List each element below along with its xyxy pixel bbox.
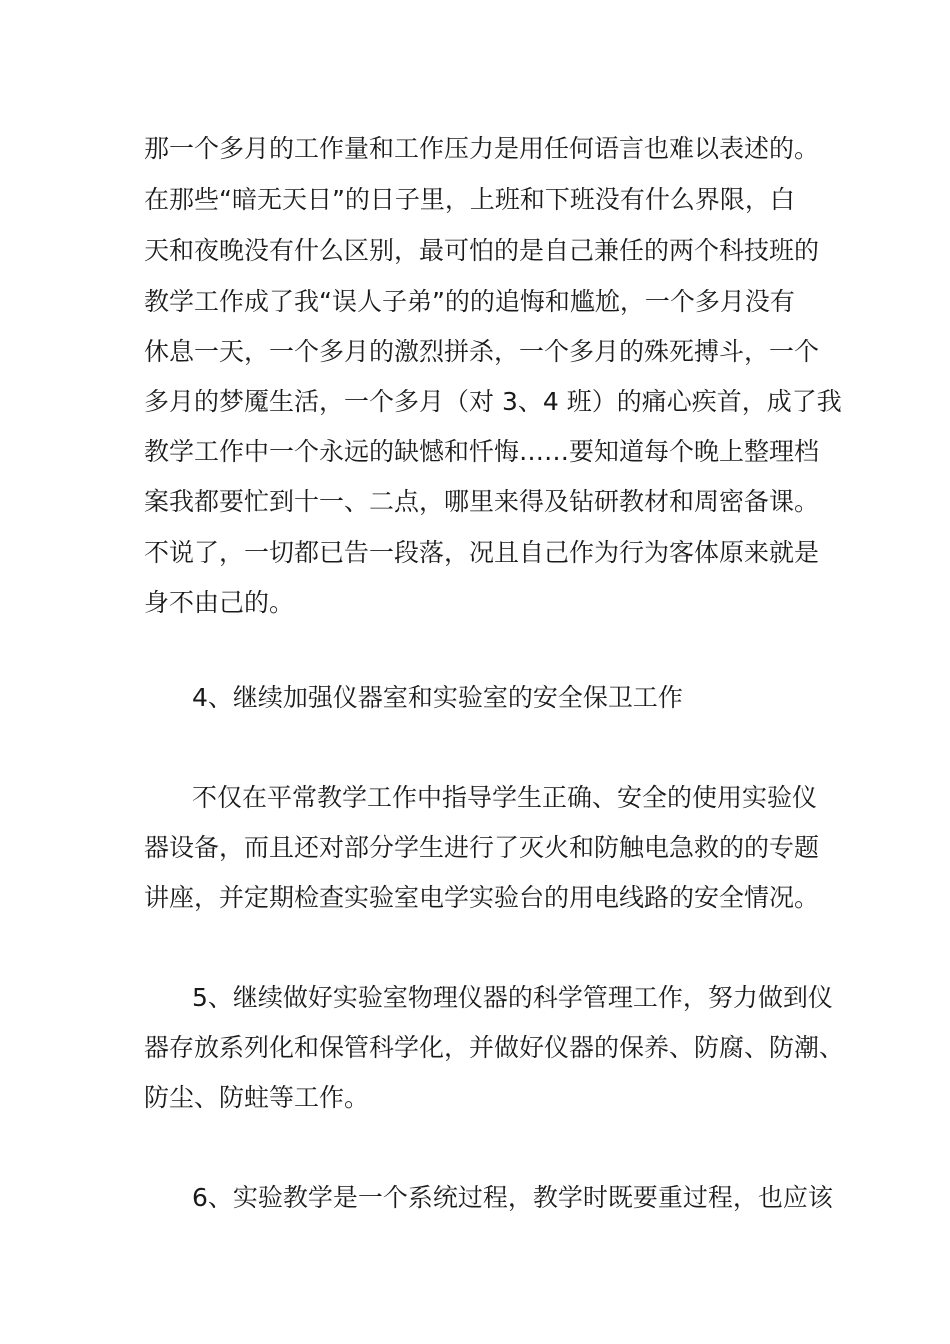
paragraph-1-line-2: 在那些“暗无天日”的日子里，上班和下班没有什么界限，白 (144, 185, 795, 214)
paragraph-1-line-6: 多月的梦魇生活，一个多月（对 3、4 班）的痛心疾首，成了我 (144, 387, 842, 416)
paragraph-1-line-10: 身不由己的。 (144, 588, 295, 617)
paragraph-2-line-2: 器设备，而且还对部分学生进行了灭火和防触电急救的的专题 (144, 833, 820, 862)
paragraph-2-line-3: 讲座，并定期检查实验室电学实验台的用电线路的安全情况。 (144, 883, 820, 912)
paragraph-1-line-1: 那一个多月的工作量和工作压力是用任何语言也难以表述的。 (144, 134, 820, 163)
paragraph-5-line-3: 防尘、防蛀等工作。 (144, 1083, 370, 1112)
paragraph-1-line-7: 教学工作中一个永远的缺憾和忏悔……要知道每个晚上整理档 (144, 437, 820, 466)
paragraph-1-line-4: 教学工作成了我“误人子弟”的的追悔和尴尬，一个多月没有 (144, 287, 795, 316)
paragraph-5-line-1: 5、继续做好实验室物理仪器的科学管理工作，努力做到仪 (192, 983, 833, 1012)
paragraph-1-line-9: 不说了，一切都已告一段落，况且自己作为行为客体原来就是 (144, 538, 820, 567)
section-heading-4: 4、继续加强仪器室和实验室的安全保卫工作 (192, 683, 683, 712)
paragraph-1-line-5: 休息一天，一个多月的激烈拼杀，一个多月的殊死搏斗，一个 (144, 337, 820, 366)
paragraph-5-line-2: 器存放系列化和保管科学化，并做好仪器的保养、防腐、防潮、 (144, 1033, 845, 1062)
paragraph-1-line-3: 天和夜晚没有什么区别，最可怕的是自己兼任的两个科技班的 (144, 236, 820, 265)
paragraph-2-line-1: 不仅在平常教学工作中指导学生正确、安全的使用实验仪 (192, 783, 818, 812)
paragraph-1-line-8: 案我都要忙到十一、二点，哪里来得及钻研教材和周密备课。 (144, 487, 820, 516)
paragraph-6-line-1: 6、实验教学是一个系统过程，教学时既要重过程，也应该 (192, 1183, 833, 1212)
